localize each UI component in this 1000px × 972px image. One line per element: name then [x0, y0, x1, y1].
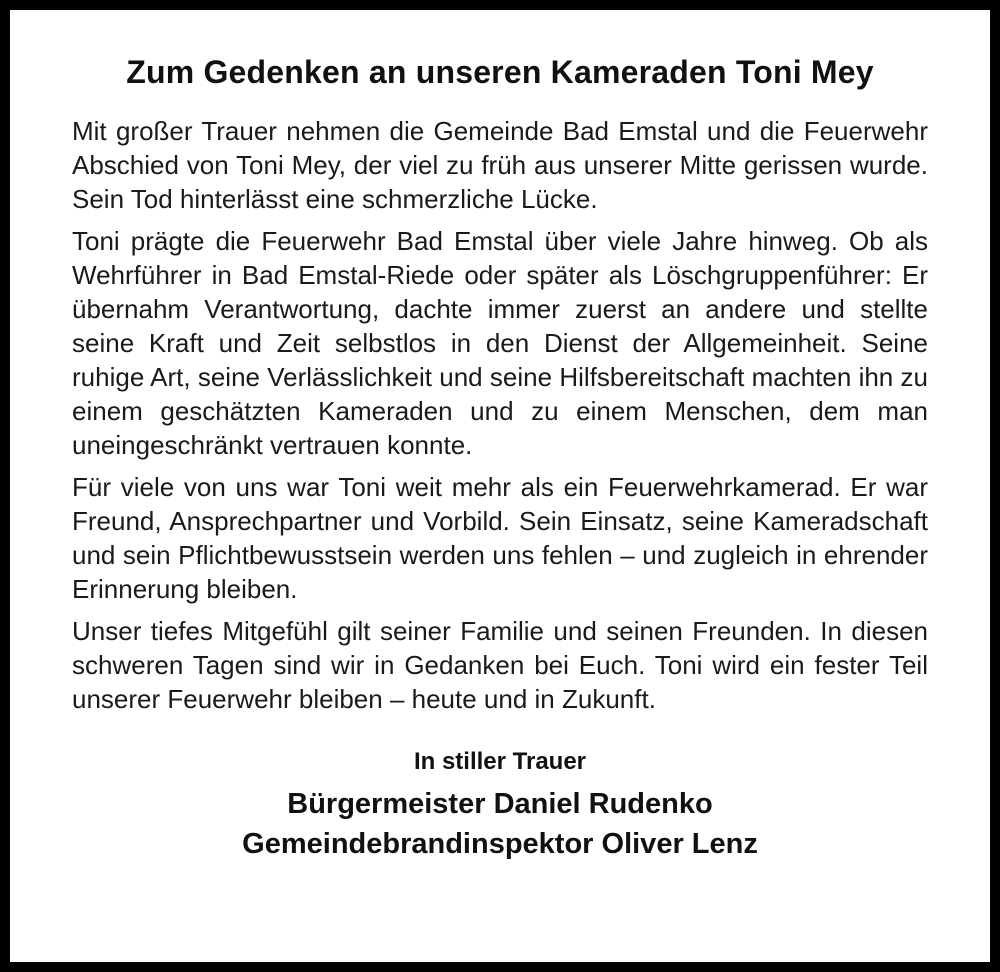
paragraph-friendship: Für viele von uns war Toni weit mehr als ein Feuerwehrkamerad. Er war Freund, Ansprechpartner und Vorbild. Sein Einsatz, seine Kameradschaft und sein Pflichtbewusstsein werden uns fehlen – und zugleich in ehrender Erinnerung bleiben. — [72, 472, 928, 604]
paragraph-condolence: Unser tiefes Mitgefühl gilt seiner Familie und seinen Freunden. In diesen schweren Tagen sind wir in Gedanken bei Euch. Toni wird ein fester Teil unserer Feuerwehr bleiben – heute und in Zukunft. — [72, 616, 928, 714]
signatory-fire-inspector: Gemeindebrandinspektor Oliver Lenz — [242, 828, 758, 860]
closing-intro: In stiller Trauer — [413, 748, 587, 775]
closing-block — [72, 746, 928, 864]
paragraph-service: Toni prägte die Feuerwehr Bad Emstal über viele Jahre hinweg. Ob als Wehrführer in Bad Emstal-Riede oder später als Löschgruppenführer: Er übernahm Verantwortung, dachte immer zuerst an andere und stellte seine Kraft und Zeit selbstlos in den Dienst der Allgemeinheit. Seine ruhige Art, seine Verlässlichkeit und seine Hilfsbereitschaft machten ihn zu einem geschätzten Kameraden und zu einem Menschen, dem man uneingeschränkt vertrauen konnte. — [72, 226, 928, 460]
notice-body — [72, 114, 928, 716]
paragraph-intro: Mit großer Trauer nehmen die Gemeinde Bad Emstal und die Feuerwehr Abschied von Toni Mey, der viel zu früh aus unserer Mitte gerissen wurde. Sein Tod hinterlässt eine schmerzliche Lücke. — [72, 116, 928, 214]
notice-title: Zum Gedenken an unseren Kameraden Toni Mey — [126, 54, 874, 90]
signatory-mayor: Bürgermeister Daniel Rudenko — [287, 788, 713, 820]
